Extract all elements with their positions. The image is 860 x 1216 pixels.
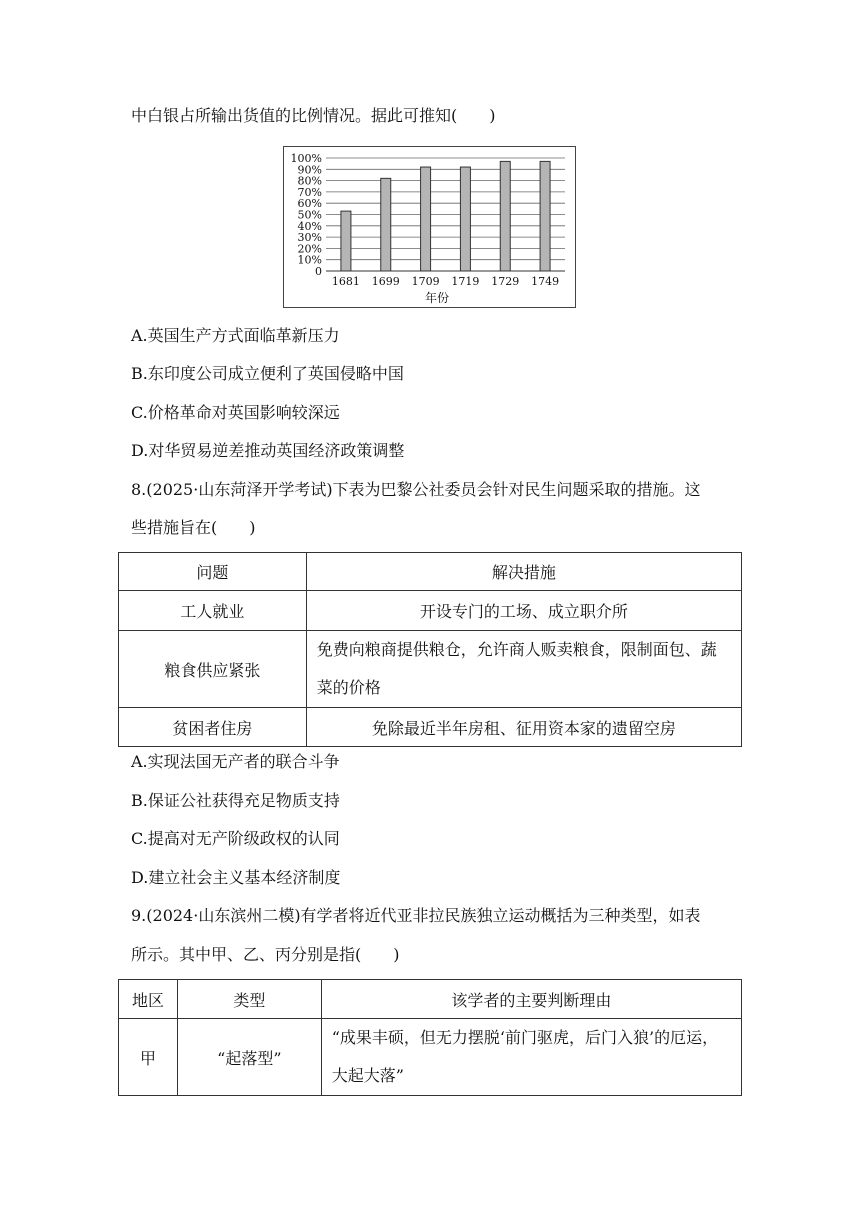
q9-stem-line1: 9.(2024·山东滨州二模)有学者将近代亚非拉民族独立运动概括为三种类型，如表 (131, 906, 701, 925)
q7-option-a[interactable]: A.英国生产方式面临革新压力 (131, 326, 340, 345)
y-tick-label: 40% (297, 219, 322, 233)
table-row (119, 591, 742, 631)
table-header: 解决措施 (306, 553, 741, 591)
y-tick-label: 30% (297, 231, 322, 245)
table-cell: “起落型” (177, 1019, 321, 1096)
table-header-row (119, 980, 742, 1019)
table-cell: 免除最近半年房租、征用资本家的遗留空房 (306, 708, 741, 747)
x-tick-label: 1719 (451, 275, 480, 288)
table-cell: 开设专门的工场、成立职介所 (306, 591, 741, 631)
q7-option-b[interactable]: B.东印度公司成立便利了英国侵略中国 (131, 364, 404, 383)
y-tick-label: 100% (290, 152, 322, 165)
silver-ratio-bar-chart (283, 146, 576, 308)
y-tick-label: 60% (297, 197, 322, 211)
table-row (119, 1019, 742, 1096)
q8-table (118, 552, 742, 747)
q9-stem-line2: 所示。其中甲、乙、丙分别是指( ) (131, 945, 400, 964)
table-row (119, 708, 742, 747)
bar-1719 (460, 167, 470, 271)
table-cell: 工人就业 (119, 591, 307, 631)
x-tick-label: 1729 (491, 275, 520, 288)
table-header: 地区 (119, 980, 178, 1019)
y-tick-label: 70% (297, 185, 322, 199)
bar-1709 (421, 167, 431, 271)
table-header: 问题 (119, 553, 307, 591)
table-cell: 贫困者住房 (119, 708, 307, 747)
bar-1729 (500, 161, 510, 271)
bar-1749 (540, 161, 550, 271)
q8-stem-line1: 8.(2025·山东菏泽开学考试)下表为巴黎公社委员会针对民生问题采取的措施。这 (131, 480, 701, 499)
y-tick-label: 90% (297, 163, 322, 177)
q7-stem-tail: 中白银占所输出货值的比例情况。据此可推知( ) (131, 106, 496, 125)
x-tick-label: 1749 (531, 275, 560, 288)
table-header-row (119, 553, 742, 591)
table-header: 该学者的主要判断理由 (321, 980, 741, 1019)
q8-option-d[interactable]: D.建立社会主义基本经济制度 (131, 868, 341, 887)
y-tick-label: 10% (297, 253, 322, 267)
y-tick-label: 0 (315, 265, 322, 278)
q9-table (118, 979, 742, 1096)
q8-option-a[interactable]: A.实现法国无产者的联合斗争 (131, 752, 340, 771)
q8-stem-line2: 些措施旨在( ) (131, 518, 256, 537)
table-cell: 甲 (119, 1019, 178, 1096)
q8-option-b[interactable]: B.保证公社获得充足物质支持 (131, 791, 340, 810)
x-tick-label: 1681 (331, 275, 360, 288)
table-cell: 粮食供应紧张 (119, 631, 307, 708)
table-row (119, 631, 742, 708)
y-tick-label: 50% (297, 208, 322, 222)
q7-option-c[interactable]: C.价格革命对英国影响较深远 (131, 403, 340, 422)
x-axis-label: 年份 (424, 291, 450, 305)
bar-1681 (341, 211, 351, 271)
table-cell: 免费向粮商提供粮仓，允许商人贩卖粮食，限制面包、蔬菜的价格 (306, 631, 741, 708)
x-tick-label: 1699 (371, 275, 400, 288)
q7-option-d[interactable]: D.对华贸易逆差推动英国经济政策调整 (131, 441, 405, 460)
y-tick-label: 80% (297, 174, 322, 188)
y-tick-label: 20% (297, 242, 322, 256)
x-tick-label: 1709 (411, 275, 440, 288)
q8-option-c[interactable]: C.提高对无产阶级政权的认同 (131, 829, 340, 848)
table-cell: “成果丰硕，但无力摆脱‘前门驱虎，后门入狼’的厄运，大起大落” (321, 1019, 741, 1096)
bar-1699 (381, 178, 391, 271)
table-header: 类型 (177, 980, 321, 1019)
